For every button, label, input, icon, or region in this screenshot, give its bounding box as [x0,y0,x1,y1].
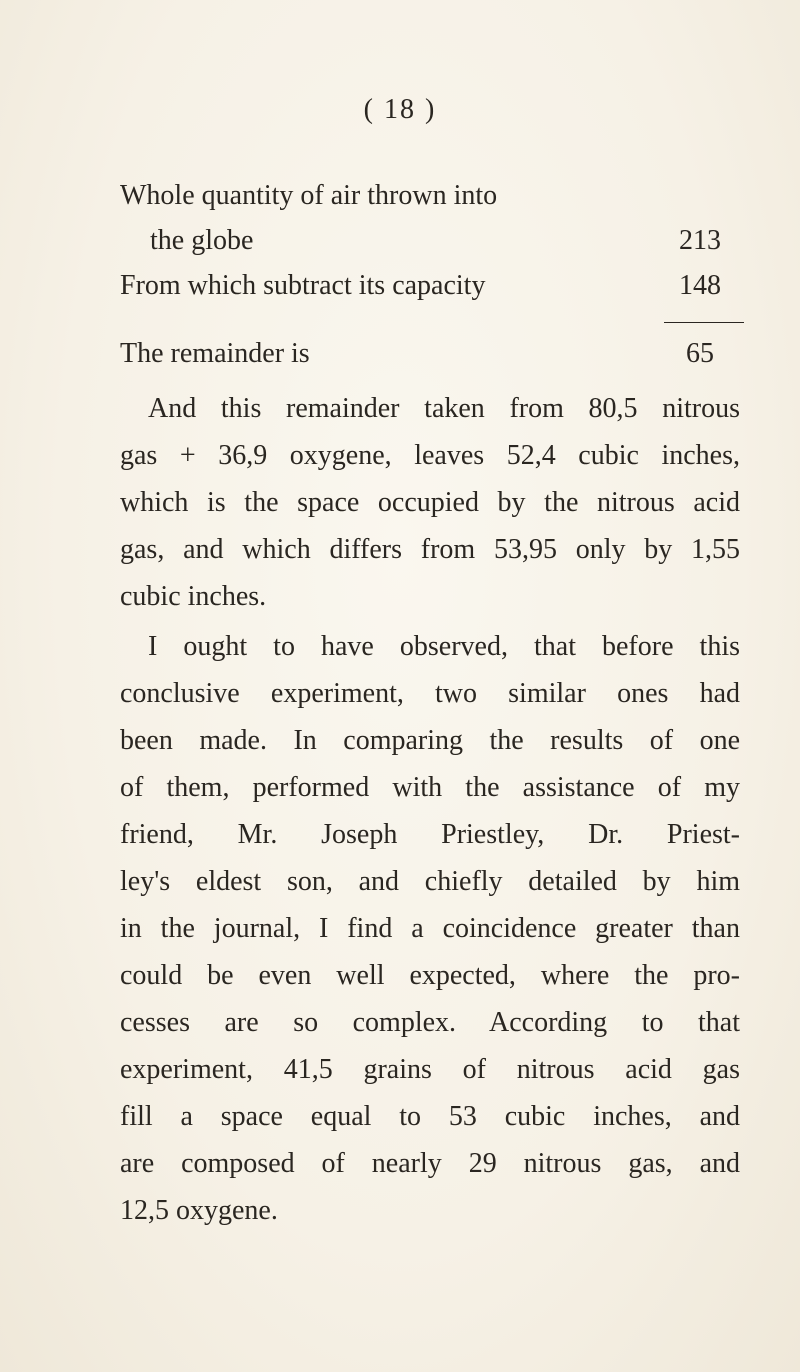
paragraph-line: friend, Mr. Joseph Priestley, Dr. Priest- [120,819,740,850]
paragraph-line: fill a space equal to 53 cubic inches, and [120,1101,740,1132]
paragraph-line: 12,5 oxygene. [120,1195,278,1226]
paragraph-line: gas + 36,9 oxygene, leaves 52,4 cubic inches, [120,440,740,471]
paragraph-line: of them, performed with the assistance of my [120,772,740,803]
paragraph-line: in the journal, I find a coincidence greater than [120,913,740,944]
table-row-value: 213 [679,225,721,256]
paragraph-line: are composed of nearly 29 nitrous gas, and [120,1148,740,1179]
paragraph-line: I ought to have observed, that before this [148,631,740,662]
paragraph-line: conclusive experiment, two similar ones had [120,678,740,709]
table-row-label: The remainder is [120,338,310,369]
table-row-label: Whole quantity of air thrown into [120,180,498,211]
paragraph-line: ley's eldest son, and chiefly detailed by him [120,866,740,897]
sum-rule [664,322,744,323]
paragraph-line: which is the space occupied by the nitrous acid [120,487,740,518]
table-row-value: 148 [679,270,721,301]
paragraph-line: gas, and which differs from 53,95 only by 1,55 [120,534,740,565]
page-number: ( 18 ) [363,94,437,125]
paragraph-line: cubic inches. [120,581,267,612]
paragraph-line: And this remainder taken from 80,5 nitrous [148,393,740,424]
paragraph-line: cesses are so complex. According to that [120,1007,740,1038]
paragraph-line: could be even well expected, where the pro- [120,960,740,991]
table-row-value: 65 [686,338,714,369]
table-row-label: the globe [150,225,254,256]
table-row-label: From which subtract its capacity [120,270,486,301]
paragraph-line: experiment, 41,5 grains of nitrous acid gas [120,1054,740,1085]
paragraph-line: been made. In comparing the results of one [120,725,740,756]
